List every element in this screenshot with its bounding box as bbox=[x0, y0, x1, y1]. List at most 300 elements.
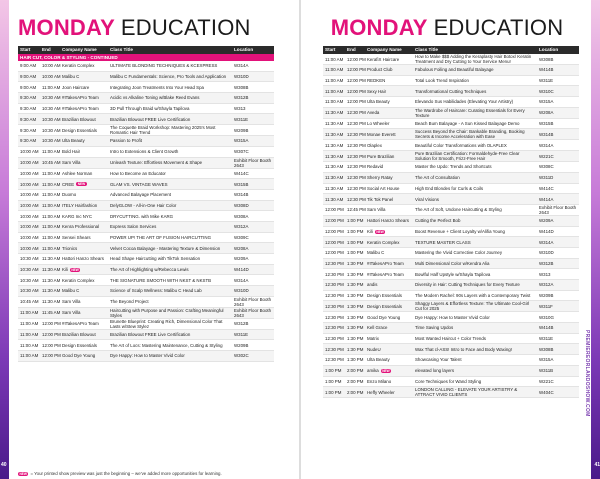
header-location: Location bbox=[234, 47, 254, 52]
cell-title: Haircutting with Purpose and Passion: Crafting Meaningful Styles bbox=[110, 307, 224, 318]
cell-loc: W311D bbox=[539, 175, 554, 181]
cell-end: 10:30 AM bbox=[42, 138, 61, 144]
cell-title: Showcasing Your Talent bbox=[415, 357, 462, 363]
table-row bbox=[18, 190, 274, 201]
cell-start: 9:30 AM bbox=[20, 127, 37, 133]
cell-end: 11:30 AM bbox=[42, 267, 61, 273]
cell-title: DRYCUTTING. with Mike KARG bbox=[110, 213, 174, 219]
cell-start: 10:00 AM bbox=[20, 213, 39, 219]
header-company: Company Name bbox=[62, 47, 97, 52]
cell-end: 11:00 AM bbox=[42, 149, 61, 155]
cell-title: Brazilian Blowout FREE Live Certification bbox=[110, 332, 191, 338]
cell-end: 10:30 AM bbox=[42, 95, 61, 101]
table-row bbox=[323, 97, 579, 108]
table-row bbox=[18, 158, 274, 169]
table-row bbox=[18, 297, 274, 308]
cell-loc: W310D bbox=[234, 288, 249, 294]
table-row bbox=[18, 265, 274, 276]
cell-start: 10:00 AM bbox=[20, 181, 39, 187]
cell-start: 12:30 PM bbox=[325, 303, 344, 309]
cell-loc: W310D bbox=[539, 250, 554, 256]
cell-loc: W208A bbox=[539, 110, 554, 116]
cell-loc: W311E bbox=[539, 78, 554, 84]
cell-company: Sherry Ratay bbox=[367, 175, 393, 181]
table-row bbox=[323, 86, 579, 97]
table-row bbox=[323, 344, 579, 355]
cell-end: 11:45 AM bbox=[42, 310, 61, 316]
cell-end: 2:00 PM bbox=[347, 389, 364, 395]
cell-start: 12:30 PM bbox=[325, 260, 344, 266]
cell-title: Dye Happy: How to Master Vivid Color bbox=[415, 314, 490, 320]
cell-company: Ulta Beauty bbox=[62, 138, 85, 144]
cell-end: 12:30 PM bbox=[347, 175, 366, 181]
cell-loc: W315A bbox=[539, 99, 554, 105]
cell-end: 12:30 PM bbox=[347, 196, 366, 202]
cell-company: ITELY Hairfashion bbox=[62, 202, 98, 208]
cell-company: Kili NEW bbox=[62, 267, 79, 273]
cell-loc: W312A bbox=[539, 282, 554, 288]
cell-end: 1:30 PM bbox=[347, 325, 364, 331]
cell-start: 12:30 PM bbox=[325, 346, 344, 352]
cell-end: 11:00 AM bbox=[42, 234, 61, 240]
cell-end: 12:30 PM bbox=[347, 153, 366, 159]
cell-loc: W414A bbox=[539, 196, 554, 202]
cell-end: 1:30 PM bbox=[347, 293, 364, 299]
cell-start: 12:30 PM bbox=[325, 271, 344, 277]
table-row bbox=[323, 248, 579, 259]
cell-loc: W311E bbox=[234, 332, 249, 338]
cell-title: Time Saving Updos bbox=[415, 325, 454, 331]
cell-company: #ITakesAPro Team bbox=[62, 95, 99, 101]
cell-end: 12:00 PM bbox=[347, 99, 366, 105]
cell-loc: W414C bbox=[539, 185, 554, 191]
cell-company: Olaplex bbox=[367, 142, 382, 148]
cell-start: 10:00 AM bbox=[20, 170, 39, 176]
cell-loc: W314A bbox=[234, 63, 249, 69]
cell-company: Pure Brazilian bbox=[367, 153, 395, 159]
new-badge: NEW bbox=[19, 471, 27, 476]
table-row bbox=[18, 286, 274, 297]
table-row bbox=[18, 275, 274, 286]
table-row bbox=[323, 334, 579, 345]
cell-loc: W414B bbox=[539, 325, 554, 331]
cell-company: #ITakesAPro Team bbox=[367, 260, 404, 266]
cell-company: andis bbox=[367, 282, 378, 288]
cell-company: KerafiX Haircare bbox=[367, 56, 400, 62]
cell-loc: W311E bbox=[234, 116, 249, 122]
cell-company: CREE NEW bbox=[62, 181, 86, 187]
cell-start: 9:00 AM bbox=[20, 74, 37, 80]
cell-company: Malibu C bbox=[367, 250, 385, 256]
header-start: Start bbox=[325, 47, 336, 52]
cell-loc: W315B bbox=[234, 181, 249, 187]
cell-end: 11:30 AM bbox=[42, 277, 61, 283]
cell-title: Core Techniques for Wand Styling bbox=[415, 378, 482, 384]
cell-company: Aveda bbox=[367, 110, 380, 116]
table-row bbox=[323, 291, 579, 302]
table-row bbox=[323, 366, 579, 377]
cell-start: 11:30 AM bbox=[325, 142, 344, 148]
footer-note bbox=[18, 471, 222, 476]
table-row bbox=[18, 125, 274, 136]
cell-title: Brazilian Blowout FREE Live Certification bbox=[110, 116, 191, 122]
header-end: End bbox=[42, 47, 51, 52]
cell-company: Enzo Milano bbox=[367, 378, 392, 384]
cell-company: #ITakesAPro Team bbox=[62, 106, 99, 112]
table-row bbox=[18, 211, 274, 222]
cell-end: 10:45 AM bbox=[42, 160, 61, 165]
cell-start: 10:00 AM bbox=[20, 234, 39, 240]
cell-title: Fabulous Foiling and Beautiful Balayage bbox=[415, 67, 494, 73]
new-badge: NEW bbox=[376, 229, 384, 234]
cell-start: 1:00 PM bbox=[325, 368, 342, 374]
cell-title: DelyGLOW - All-in-One Hair Color bbox=[110, 202, 177, 208]
cell-loc: Exhibit Floor Booth 2643 bbox=[234, 157, 272, 168]
cell-start: 11:00 AM bbox=[325, 99, 344, 105]
cell-start: 10:00 AM bbox=[20, 149, 39, 155]
cell-company: Good Dye Young bbox=[62, 353, 96, 359]
cell-start: 11:30 AM bbox=[325, 185, 344, 191]
cell-loc: W404C bbox=[539, 389, 554, 395]
table-row bbox=[18, 330, 274, 341]
header-end: End bbox=[347, 47, 356, 52]
cell-loc: W308B bbox=[539, 346, 554, 352]
cell-loc: W209A bbox=[234, 256, 249, 262]
cell-start: 12:30 PM bbox=[325, 325, 344, 331]
cell-end: 1:30 PM bbox=[347, 271, 364, 277]
table-row bbox=[18, 169, 274, 180]
footer-text: = Your printed show preview was just the beginning – we’ve added more opportunities for learning. bbox=[30, 471, 222, 476]
table-row bbox=[323, 355, 579, 366]
table-row bbox=[323, 280, 579, 291]
cell-title: Boost Revenue + Client Loyalty w/Alifia Young bbox=[415, 228, 505, 234]
cell-title: Advanced Balayage Placement bbox=[110, 192, 172, 198]
header-class-title: Class Title bbox=[415, 47, 438, 52]
cell-end: 12:00 PM bbox=[42, 332, 61, 338]
table-row bbox=[18, 114, 274, 125]
cell-loc: W310C bbox=[539, 88, 554, 94]
cell-title: Pure Brazilian Certification: Formaldehyde-Free Clear Solution for Smooth, Frizz-Free Hair bbox=[415, 151, 520, 162]
left-page-title bbox=[18, 16, 274, 40]
cell-title: The Art of Consultation bbox=[415, 175, 460, 181]
cell-company: Sam Villa bbox=[62, 299, 81, 305]
cell-loc: W313 bbox=[539, 271, 551, 277]
cell-loc: W311F bbox=[539, 303, 553, 309]
cell-title: The Modern Rachel: 90s Layers with a Contemporary Twist bbox=[415, 293, 531, 299]
cell-company: Redavid bbox=[367, 164, 384, 170]
cell-loc: W310G bbox=[539, 314, 554, 320]
cell-title: The Wardrobe of Haircare: Curating Essentials for Every Texture bbox=[415, 107, 525, 118]
cell-end: 1:00 PM bbox=[347, 239, 364, 245]
cell-title: Beautiful Color Transformations with OLAPLEX bbox=[415, 142, 507, 148]
cell-loc: W221C bbox=[539, 378, 554, 384]
table-row bbox=[323, 377, 579, 388]
cell-company: Heffy Wheeler bbox=[367, 389, 395, 395]
cell-loc: W209B bbox=[234, 127, 249, 133]
left-content bbox=[18, 0, 274, 476]
cell-start: 1:00 PM bbox=[325, 389, 342, 395]
cell-start: 10:00 AM bbox=[20, 160, 39, 165]
cell-start: 12:00 PM bbox=[325, 250, 344, 256]
cell-company: Keratin Complex bbox=[367, 239, 400, 245]
table-row bbox=[18, 308, 274, 319]
cell-title: Express Salon Services bbox=[110, 224, 157, 230]
cell-title: Cutting the Perfect Bob bbox=[415, 218, 461, 224]
table-row bbox=[323, 269, 579, 280]
table-row bbox=[323, 216, 579, 227]
cell-company: Malibu C bbox=[62, 74, 80, 80]
cell-end: 12:00 PM bbox=[42, 321, 61, 327]
cell-company: Kell Grace bbox=[367, 325, 388, 331]
cell-company: Sensei Shears bbox=[62, 234, 91, 240]
left-page-number: 40 bbox=[1, 462, 7, 468]
title-education: EDUCATION bbox=[433, 15, 564, 40]
cell-start: 11:00 AM bbox=[20, 321, 39, 327]
cell-end: 2:00 PM bbox=[347, 368, 364, 374]
cell-end: 11:30 AM bbox=[42, 288, 61, 294]
cell-title: The Art of Soft, Undone Haircutting & Styling bbox=[415, 207, 502, 213]
cell-start: 11:00 AM bbox=[20, 353, 39, 359]
cell-company: #ITakesAPro Team bbox=[367, 271, 404, 277]
table-row bbox=[18, 222, 274, 233]
cell-end: 1:00 PM bbox=[347, 218, 364, 224]
cell-title: Wax That cl-ASS! Intro to Face and Body Waxing! bbox=[415, 346, 512, 352]
cell-title: Integrating Joon Treatments Into Your Head Spa bbox=[110, 84, 204, 90]
cell-loc: W315A bbox=[234, 138, 249, 144]
table-row bbox=[323, 129, 579, 140]
cell-end: 1:30 PM bbox=[347, 314, 364, 320]
cell-company: NudeU bbox=[367, 346, 381, 352]
cell-company: Social Art House bbox=[367, 185, 400, 191]
cell-end: 12:00 PM bbox=[347, 56, 366, 62]
right-page bbox=[301, 0, 600, 479]
cell-loc: W308D bbox=[234, 202, 249, 208]
cell-loc: W315A bbox=[539, 357, 554, 363]
cell-company: Brazilian Blowout bbox=[62, 116, 96, 122]
table-row bbox=[18, 340, 274, 351]
cell-start: 11:00 AM bbox=[20, 332, 39, 338]
cell-end: 1:30 PM bbox=[347, 303, 364, 309]
cell-loc: W308B bbox=[539, 56, 554, 62]
cell-loc: W310D bbox=[234, 74, 249, 80]
cell-company: Sam Villa bbox=[62, 310, 81, 316]
table-row bbox=[323, 205, 579, 216]
cell-company: #ITakesAPro Team bbox=[62, 321, 99, 327]
table-row bbox=[323, 54, 579, 65]
cell-company: Hattori Hanzo Shears bbox=[367, 218, 409, 224]
cell-start: 9:30 AM bbox=[20, 138, 37, 144]
cell-loc: W312B bbox=[234, 321, 249, 327]
right-page-title bbox=[315, 16, 579, 40]
cell-title: ULTIMATE BLONDING TECHNIQUES & KCEXPRESS bbox=[110, 63, 218, 69]
cell-loc: W414C bbox=[234, 170, 249, 176]
table-row bbox=[323, 119, 579, 130]
cell-start: 11:00 AM bbox=[325, 56, 344, 62]
new-badge: NEW bbox=[77, 182, 86, 187]
cell-loc: W312A bbox=[234, 224, 249, 230]
cell-loc: W312B bbox=[539, 260, 554, 266]
cell-company: Ulta Beauty bbox=[367, 357, 390, 363]
cell-company: Malibu C bbox=[62, 288, 80, 294]
cell-loc: W209B bbox=[539, 293, 554, 299]
table-row bbox=[323, 151, 579, 162]
cell-title: The Art of Locs: Mastering Maintenance, Cutting & Styling bbox=[110, 342, 223, 348]
cell-start: 11:30 AM bbox=[325, 153, 344, 159]
cell-end: 11:00 AM bbox=[42, 224, 61, 230]
cell-start: 12:00 PM bbox=[325, 207, 344, 213]
left-table-body bbox=[18, 61, 274, 362]
cell-company: amika NEW bbox=[367, 368, 390, 374]
table-row bbox=[18, 72, 274, 83]
cell-company: Hattori Hanzo Shears bbox=[62, 256, 104, 262]
cell-end: 11:00 AM bbox=[42, 192, 61, 198]
cell-start: 11:00 AM bbox=[325, 78, 344, 84]
cell-loc: W307C bbox=[234, 149, 249, 155]
title-monday: MONDAY bbox=[330, 15, 428, 40]
table-row bbox=[18, 93, 274, 104]
new-badge: NEW bbox=[71, 267, 79, 272]
cell-end: 12:45 PM bbox=[347, 207, 366, 213]
cell-company: Good Dye Young bbox=[367, 314, 401, 320]
cell-end: 1:30 PM bbox=[347, 336, 364, 342]
cell-loc: Exhibit Floor Booth 2643 bbox=[539, 204, 577, 215]
cell-company: Sam Villa bbox=[367, 207, 386, 213]
cell-end: 1:00 PM bbox=[347, 228, 364, 234]
cell-loc: W308A bbox=[234, 213, 249, 219]
cell-start: 9:30 AM bbox=[20, 106, 37, 112]
cell-start: 11:00 AM bbox=[20, 342, 39, 348]
cell-title: Bowlful Half Upstyle w/Shayla Tapilova bbox=[415, 271, 491, 277]
cell-title: Diversity in Hair: Cutting Techniques for Every Texture bbox=[415, 282, 520, 288]
cell-title: GLAM VS. VINTAGE WAVES bbox=[110, 181, 168, 187]
cell-loc: W315B bbox=[539, 121, 554, 127]
cell-company: Design Essentials bbox=[62, 127, 97, 133]
cell-end: 11:00 AM bbox=[42, 170, 61, 176]
section-label: HAIR CUT, COLOR & STYLING - CONTINUED bbox=[18, 54, 274, 61]
cell-end: 12:00 PM bbox=[347, 78, 366, 84]
cell-end: 12:30 PM bbox=[347, 131, 366, 137]
cell-title: The Art of Highlighting w/Rebecca Lewis bbox=[110, 267, 189, 273]
cell-title: Master the Updo: Trends and Shortcuts bbox=[415, 164, 492, 170]
table-row bbox=[18, 233, 274, 244]
cell-end: 11:00 AM bbox=[42, 202, 61, 208]
cell-title: POWER UP! THE ART OF FUSION HAIRCUTTING bbox=[110, 234, 211, 240]
cell-start: 1:00 PM bbox=[325, 378, 342, 384]
cell-title: Acidic vs Alkaline Toning w/Blake Reed Evans bbox=[110, 95, 200, 101]
cell-company: Design Essentials bbox=[62, 342, 97, 348]
cell-loc: W312B bbox=[234, 95, 249, 101]
table-row bbox=[18, 61, 274, 72]
cell-loc: W414B bbox=[539, 67, 554, 73]
table-row bbox=[18, 136, 274, 147]
cell-end: 12:30 PM bbox=[347, 185, 366, 191]
cell-title: Beach Bum Balayage - A Sun Kissed Balayage Demo bbox=[415, 121, 520, 127]
cell-end: 2:00 PM bbox=[347, 378, 364, 384]
table-row bbox=[323, 108, 579, 119]
cell-loc: W313 bbox=[234, 106, 246, 112]
cell-loc: W314A bbox=[539, 142, 554, 148]
right-table-header bbox=[323, 46, 579, 54]
cell-end: 1:30 PM bbox=[347, 346, 364, 352]
cell-start: 10:30 AM bbox=[20, 256, 39, 262]
right-gradient-stripe bbox=[591, 0, 600, 479]
cell-end: 1:30 PM bbox=[347, 260, 364, 266]
header-company: Company Name bbox=[367, 47, 402, 52]
table-row bbox=[323, 140, 579, 151]
left-page bbox=[0, 0, 299, 479]
cell-end: 1:00 PM bbox=[347, 250, 364, 256]
cell-start: 10:00 AM bbox=[20, 202, 39, 208]
cell-start: 12:00 PM bbox=[325, 218, 344, 224]
cell-end: 10:00 AM bbox=[42, 63, 61, 69]
cell-title: Velvet Cocoa Balayage - Mastering Texture & Dimension bbox=[110, 245, 221, 251]
cell-start: 10:00 AM bbox=[20, 245, 39, 251]
cell-end: 11:00 AM bbox=[42, 213, 61, 219]
title-monday: MONDAY bbox=[18, 15, 115, 40]
cell-company: Kili NEW bbox=[367, 228, 384, 234]
table-row bbox=[18, 201, 274, 212]
cell-company: Sam Villa bbox=[62, 160, 81, 165]
cell-end: 10:00 AM bbox=[42, 74, 61, 80]
cell-company: Keratin Complex bbox=[62, 277, 95, 283]
cell-company: Kenra Professional bbox=[62, 224, 100, 230]
table-row bbox=[323, 227, 579, 238]
cell-loc: W308C bbox=[539, 164, 554, 170]
cell-company: Keratin Complex bbox=[62, 63, 95, 69]
cell-start: 9:30 AM bbox=[20, 116, 37, 122]
cell-loc: W311E bbox=[539, 336, 554, 342]
cell-start: 11:00 AM bbox=[325, 88, 344, 94]
cell-start: 11:00 AM bbox=[20, 310, 39, 316]
cell-loc: W314B bbox=[234, 192, 249, 198]
table-row bbox=[323, 323, 579, 334]
table-row bbox=[323, 301, 579, 312]
cell-company: REDKEN bbox=[367, 78, 386, 84]
cell-loc: W314A bbox=[234, 277, 249, 283]
cell-title: Total Look Trend Inspiration bbox=[415, 78, 469, 84]
cell-company: Ulta Beauty bbox=[367, 99, 390, 105]
cell-title: Most Wanted Haircut + Color Trends bbox=[415, 336, 486, 342]
cell-end: 12:30 PM bbox=[347, 121, 366, 127]
cell-title: Viral Visions bbox=[415, 196, 439, 202]
right-page-number: 41 bbox=[594, 462, 600, 468]
cell-loc: W314A bbox=[539, 239, 554, 245]
cell-start: 11:30 AM bbox=[325, 121, 344, 127]
table-row bbox=[323, 162, 579, 173]
cell-end: 1:30 PM bbox=[347, 357, 364, 363]
table-row bbox=[18, 104, 274, 115]
cell-start: 10:00 AM bbox=[20, 224, 39, 230]
cell-title: TEXTURE MASTER CLASS bbox=[415, 239, 471, 245]
cell-title: Elevando Sus Habilidades (Elevating Your Artistry) bbox=[415, 99, 514, 105]
cell-title: Multi Dimensional Color w/Kendra Alia bbox=[415, 260, 490, 266]
cell-start: 12:30 PM bbox=[325, 314, 344, 320]
header-class-title: Class Title bbox=[110, 47, 133, 52]
cell-start: 10:45 AM bbox=[20, 299, 39, 305]
cell-start: 9:30 AM bbox=[20, 95, 37, 101]
cell-end: 10:30 AM bbox=[42, 127, 61, 133]
cell-company: Bold Hair bbox=[62, 149, 81, 155]
right-content bbox=[323, 0, 579, 398]
cell-end: 11:00 AM bbox=[42, 245, 61, 251]
table-row bbox=[323, 194, 579, 205]
cell-title: Brunette Blueprint: Creating Rich, Dimensional Color That Lasts w/Stew Stylez bbox=[110, 318, 223, 329]
cell-loc: Exhibit Floor Booth 2643 bbox=[234, 307, 272, 318]
cell-loc: W209B bbox=[234, 342, 249, 348]
table-row bbox=[18, 254, 274, 265]
cell-title: 3D Pull Through Braid w/Shayla Tapilova bbox=[110, 106, 190, 112]
cell-loc: W208A bbox=[234, 245, 249, 251]
